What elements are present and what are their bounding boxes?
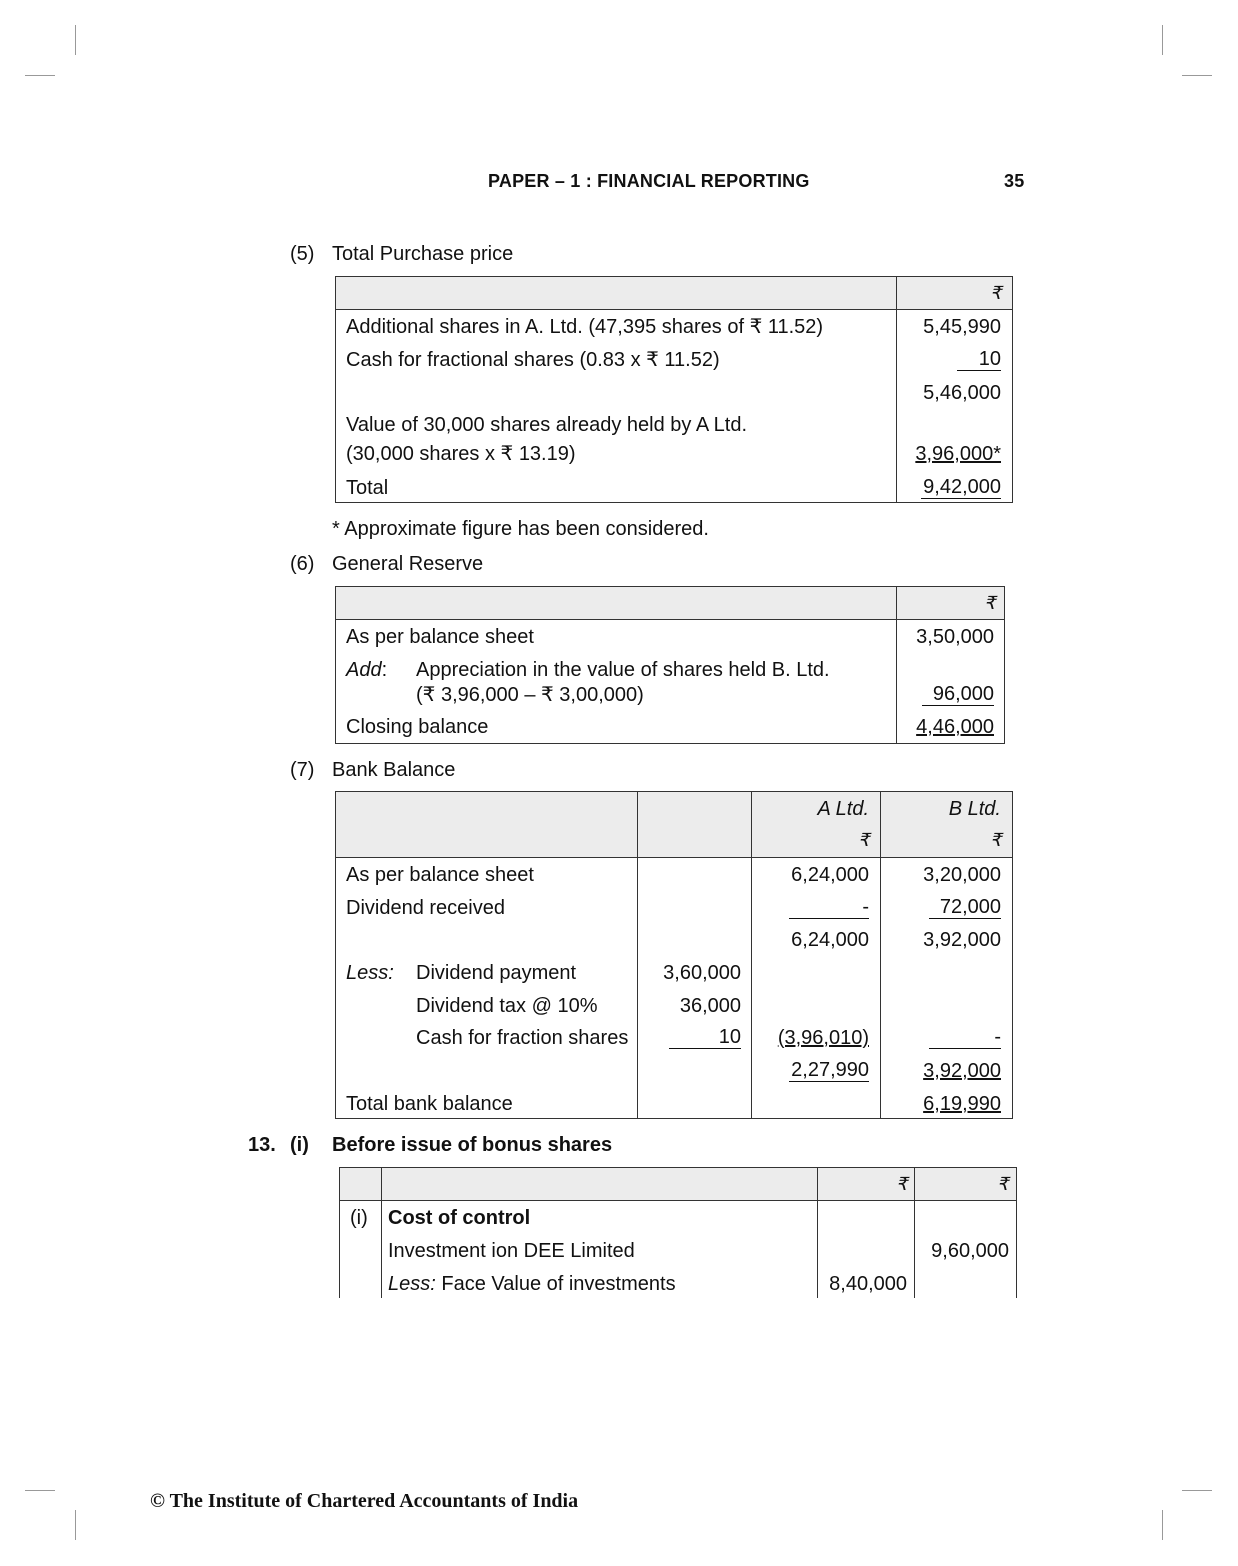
value-a: 6,24,000	[791, 929, 869, 951]
row-value: 4,46,000	[916, 716, 994, 738]
section-5-number: (5)	[290, 243, 315, 265]
row-value: 3,96,000*	[915, 443, 1001, 465]
add-label: Add:	[346, 659, 388, 681]
rupee-header: ₹	[858, 830, 870, 850]
footer-copyright: © The Institute of Chartered Accountants of India	[150, 1490, 579, 1512]
table-border	[335, 276, 1013, 503]
column-divider	[637, 791, 638, 1119]
value-b: 3,92,000	[923, 929, 1001, 951]
question-title: Before issue of bonus shares	[332, 1134, 613, 1156]
row-label: Appreciation in the value of shares held B. Ltd.	[416, 659, 830, 681]
value-b: -	[929, 1026, 1001, 1049]
section-5-title: Total Purchase price	[332, 243, 514, 265]
row-label: Less: Face Value of investments	[388, 1273, 676, 1295]
column-divider	[751, 791, 752, 1119]
crop-mark	[1162, 1510, 1163, 1540]
row-label: Dividend tax @ 10%	[416, 995, 598, 1017]
section-6-title: General Reserve	[332, 553, 484, 575]
row-label: (30,000 shares x ₹ 13.19)	[346, 443, 576, 465]
value-a: (3,96,010)	[777, 1027, 869, 1049]
row-value: 9,42,000	[921, 476, 1001, 499]
crop-mark	[1162, 25, 1163, 55]
rupee-header: ₹	[990, 283, 1002, 303]
header-divider	[335, 309, 1013, 310]
crop-mark	[25, 75, 55, 76]
rupee-header: ₹	[896, 1174, 908, 1194]
row-label: Dividend received	[346, 897, 505, 919]
row-label: (₹ 3,96,000 – ₹ 3,00,000)	[416, 684, 644, 706]
crop-mark	[1182, 75, 1212, 76]
table-right-border	[1016, 1167, 1017, 1298]
row-heading: Cost of control	[388, 1207, 531, 1229]
table-left-border	[339, 1167, 340, 1298]
value-b: 72,000	[929, 896, 1001, 919]
row-label: Closing balance	[346, 716, 489, 738]
header-divider	[335, 857, 1013, 858]
row-value: 10	[957, 348, 1001, 371]
row-label: Cash for fraction shares	[416, 1027, 629, 1049]
header-divider	[335, 619, 1005, 620]
section-6-number: (6)	[290, 553, 315, 575]
value-a: -	[789, 896, 869, 919]
value-mid: 3,60,000	[663, 962, 741, 984]
crop-mark	[75, 25, 76, 55]
row-value: 9,60,000	[931, 1240, 1009, 1262]
column-divider	[914, 1167, 915, 1298]
row-label: Investment ion DEE Limited	[388, 1240, 635, 1262]
column-divider	[880, 791, 881, 1119]
row-value: 5,45,990	[923, 316, 1001, 338]
approximation-note: * Approximate figure has been considered.	[332, 518, 709, 540]
row-label: Total	[346, 477, 389, 499]
row-number: (i)	[350, 1207, 368, 1229]
value-mid: 8,40,000	[829, 1273, 907, 1295]
value-a: 2,27,990	[789, 1059, 869, 1082]
row-label: Value of 30,000 shares already held by A Ltd.	[346, 414, 748, 436]
row-label: As per balance sheet	[346, 626, 534, 648]
row-label: Additional shares in A. Ltd. (47,395 shares of ₹ 11.52)	[346, 316, 824, 338]
table-top-border	[339, 1167, 1017, 1168]
table-border	[335, 791, 1013, 1119]
value-a: 6,24,000	[791, 864, 869, 886]
row-value: 5,46,000	[923, 382, 1001, 404]
less-label: Less:	[346, 962, 394, 984]
rupee-header: ₹	[984, 593, 996, 613]
less-label: Less:	[388, 1273, 436, 1295]
row-label: Total bank balance	[346, 1093, 513, 1115]
value-b: 3,92,000	[923, 1060, 1001, 1082]
column-header-a-ltd: A Ltd.	[817, 798, 869, 820]
row-value: 96,000	[922, 683, 994, 706]
rupee-header: ₹	[997, 1174, 1009, 1194]
section-7-title: Bank Balance	[332, 759, 456, 781]
rupee-header: ₹	[990, 830, 1002, 850]
row-label: As per balance sheet	[346, 864, 534, 886]
crop-mark	[25, 1490, 55, 1491]
value-mid: 36,000	[679, 995, 741, 1017]
value-mid: 10	[669, 1026, 741, 1049]
section-7-number: (7)	[290, 759, 315, 781]
column-divider	[896, 276, 897, 503]
question-number: 13.	[248, 1134, 276, 1156]
column-divider	[817, 1167, 818, 1298]
row-label: Dividend payment	[416, 962, 577, 984]
crop-mark	[75, 1510, 76, 1540]
crop-mark	[1182, 1490, 1212, 1491]
header-divider	[339, 1200, 1017, 1201]
column-divider	[896, 586, 897, 744]
row-label: Cash for fractional shares (0.83 x ₹ 11.52)	[346, 349, 720, 371]
column-divider	[381, 1167, 382, 1298]
row-value: 3,50,000	[916, 626, 994, 648]
page-header-title: PAPER – 1 : FINANCIAL REPORTING	[488, 171, 810, 191]
question-sub-number: (i)	[290, 1134, 309, 1156]
column-header-b-ltd: B Ltd.	[948, 798, 1001, 820]
page-number: 35	[1004, 171, 1025, 191]
value-b: 3,20,000	[923, 864, 1001, 886]
value-b: 6,19,990	[923, 1093, 1001, 1115]
